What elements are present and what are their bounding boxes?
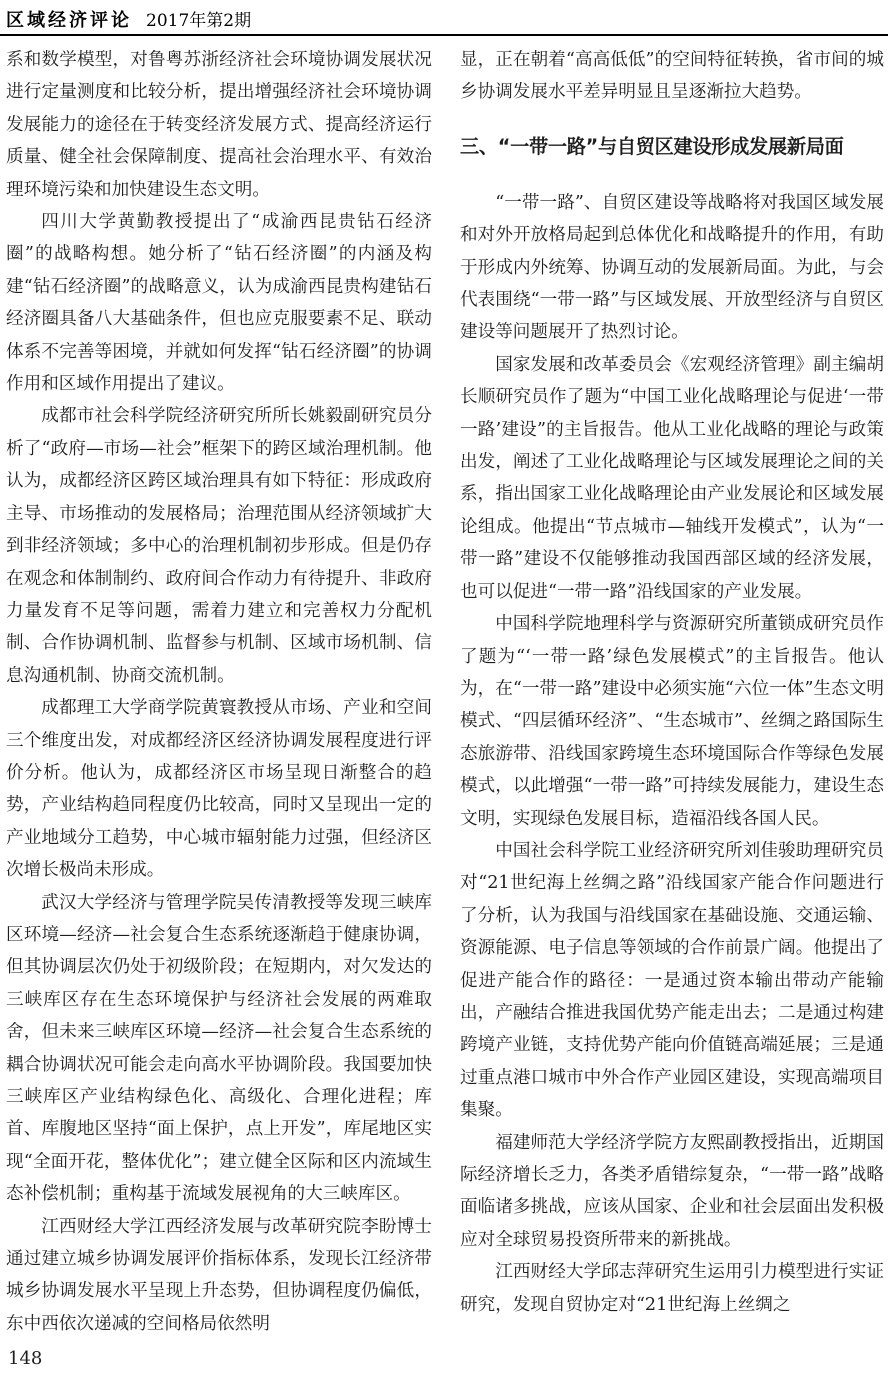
section-heading: 三、“一带一路”与自贸区建设形成发展新局面	[460, 134, 844, 158]
paragraph: 国家发展和改革委员会《宏观经济管理》副主编胡长顺研究员作了题为“中国工业化战略理论与促进‘一带一路’建设”的主旨报告。他从工业化战略的理论与政策出发，阐述了工业化战略理论与区域发展理论之间的关系，指出国家工业化战略理论由产业发展论和区域发展论组成。他提出“节点城市—轴线开发模式”，认为“一带一路”建设不仅能够推动我国西部区域的经济发展，也可以促进“一带一路”沿线国家的产业发展。	[460, 354, 884, 602]
journal-title: 区域经济评论	[6, 10, 132, 31]
header-rule	[0, 34, 888, 36]
paragraph: 福建师范大学经济学院方友熙副教授指出，近期国际经济增长乏力，各类矛盾错综复杂，“一带一路”战略面临诸多挑战，应该从国家、企业和社会层面出发积极应对全球贸易投资所带来的新挑战。	[460, 1132, 884, 1250]
page-number: 148	[8, 1348, 43, 1369]
right-column	[460, 44, 884, 1321]
paragraph: 四川大学黄勤教授提出了“成渝西昆贵钻石经济圈”的战略构想。她分析了“钻石经济圈”的内涵及构建“钻石经济圈”的战略意义，认为成渝西昆贵构建钻石经济圈具备八大基础条件，但也应克服要素不足、联动体系不完善等困境，并就如何发挥“钻石经济圈”的协调作用和区域作用提出了建议。	[6, 212, 432, 395]
paragraph-continued: 显，正在朝着“高高低低”的空间特征转换，省市间的城乡协调发展水平差异明显且呈逐渐拉大趋势。	[460, 50, 884, 103]
paragraph-continued: 系和数学模型，对鲁粤苏浙经济社会环境协调发展状况进行定量测度和比较分析，提出增强经济社会环境协调发展能力的途径在于转变经济发展方式、提高经济运行质量、健全社会保障制度、提高社会治理水平、有效治理环境污染和加快建设生态文明。	[6, 50, 432, 200]
paragraph: 江西财经大学邱志萍研究生运用引力模型进行实证研究，发现自贸协定对“21世纪海上丝绸之	[460, 1262, 884, 1315]
paragraph: 成都市社会科学院经济研究所所长姚毅副研究员分析了“政府—市场—社会”框架下的跨区域治理机制。他认为，成都经济区跨区域治理具有如下特征：形成政府主导、市场推动的发展格局；治理范围从经济领域扩大到非经济领域；多中心的治理机制初步形成。但是仍存在观念和体制制约、政府间合作动力有待提升、非政府力量发育不足等问题，需着力建立和完善权力分配机制、合作协调机制、监督参与机制、区域市场机制、信息沟通机制、协商交流机制。	[6, 406, 432, 686]
issue-label: 2017年第2期	[146, 11, 252, 31]
paragraph: 中国科学院地理科学与资源研究所董锁成研究员作了题为“‘一带一路’绿色发展模式”的主旨报告。他认为，在“一带一路”建设中必须实施“六位一体”生态文明模式、“四层循环经济”、“生态城市”、丝绸之路国际生态旅游带、沿线国家跨境生态环境国际合作等绿色发展模式，以此增强“一带一路”可持续发展能力，建设生态文明，实现绿色发展目标，造福沿线各国人民。	[460, 614, 884, 829]
paragraph: 江西财经大学江西经济发展与改革研究院李盼博士通过建立城乡协调发展评价指标体系，发现长江经济带城乡协调发展水平呈现上升态势，但协调程度仍偏低，东中西依次递减的空间格局依然明	[6, 1216, 432, 1334]
left-column	[6, 44, 432, 1340]
paragraph: 武汉大学经济与管理学院吴传清教授等发现三峡库区环境—经济—社会复合生态系统逐渐趋于健康协调，但其协调层次仍处于初级阶段；在短期内，对欠发达的三峡库区存在生态环境保护与经济社会发展的两难取舍，但未来三峡库区环境—经济—社会复合生态系统的耦合协调状况可能会走向高水平协调阶段。我国要加快三峡库区产业结构绿色化、高级化、合理化进程；库首、库腹地区坚持“面上保护，点上开发”，库尾地区实现“全面开花，整体优化”；建立健全区际和区内流域生态补偿机制；重构基于流域发展视角的大三峡库区。	[6, 892, 432, 1205]
paragraph: 成都理工大学商学院黄寰教授从市场、产业和空间三个维度出发，对成都经济区经济协调发展程度进行评价分析。他认为，成都经济区市场呈现日渐整合的趋势，产业结构趋同程度仍比较高，同时又呈现出一定的产业地域分工趋势，中心城市辐射能力过强，但经济区次增长极尚未形成。	[6, 698, 432, 881]
running-header	[6, 6, 251, 32]
paragraph: 中国社会科学院工业经济研究所刘佳骏助理研究员对“21世纪海上丝绸之路”沿线国家产能合作问题进行了分析，认为我国与沿线国家在基础设施、交通运输、资源能源、电子信息等领域的合作前景广阔。他提出了促进产能合作的路径：一是通过资本输出带动产能输出，产融结合推进我国优势产能走出去；二是通过构建跨境产业链，支持优势产能向价值链高端延展；三是通过重点港口城市中外合作产业园区建设，实现高端项目集聚。	[460, 840, 884, 1121]
paragraph: “一带一路”、自贸区建设等战略将对我国区域发展和对外开放格局起到总体优化和战略提升的作用，有助于形成内外统筹、协调互动的发展新局面。为此，与会代表围绕“一带一路”与区域发展、开放型经济与自贸区建设等问题展开了热烈讨论。	[460, 192, 884, 343]
